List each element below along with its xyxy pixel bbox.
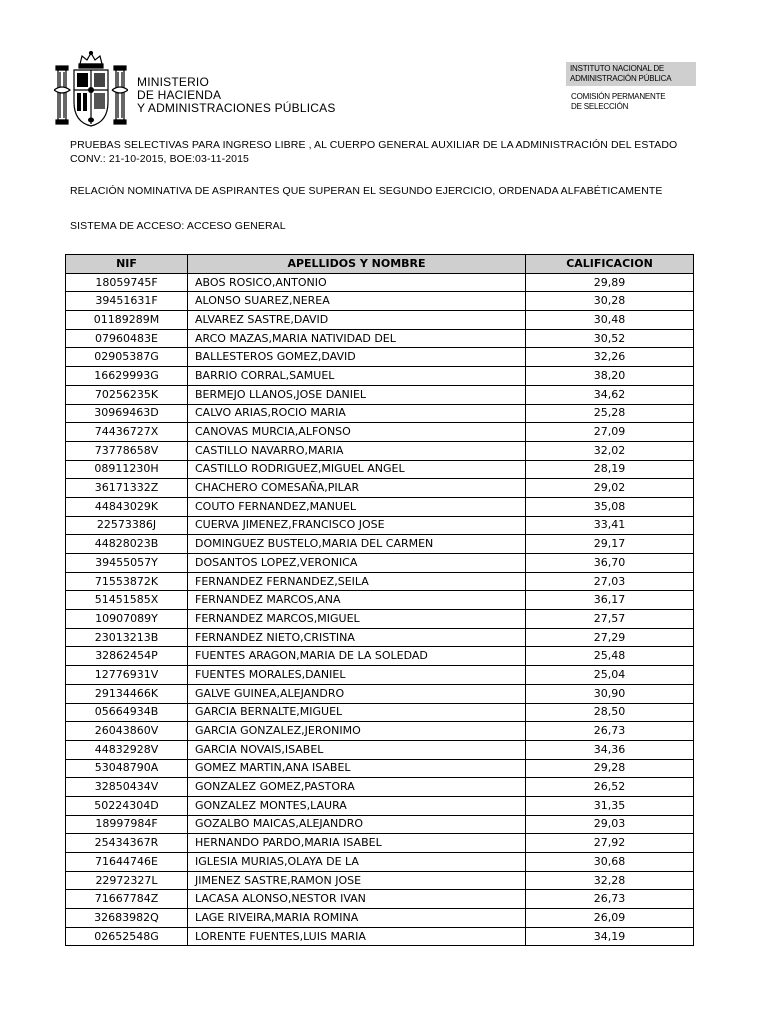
score-cell: 27,92	[526, 834, 694, 853]
table-row	[66, 853, 694, 872]
name-cell: GARCIA BERNALTE,MIGUEL	[188, 703, 526, 722]
score-cell: 26,73	[526, 890, 694, 909]
score-cell: 36,17	[526, 591, 694, 610]
nif-cell: 16629993G	[66, 367, 188, 386]
nif-cell: 05664934B	[66, 703, 188, 722]
nif-cell: 02905387G	[66, 348, 188, 367]
name-cell: CANOVAS MURCIA,ALFONSO	[188, 423, 526, 442]
name-cell: FUENTES ARAGON,MARIA DE LA SOLEDAD	[188, 647, 526, 666]
score-cell: 35,08	[526, 497, 694, 516]
table-header-row	[66, 255, 694, 274]
score-cell: 29,02	[526, 479, 694, 498]
name-cell: COUTO FERNANDEZ,MANUEL	[188, 497, 526, 516]
table-row	[66, 404, 694, 423]
relation-heading: RELACIÓN NOMINATIVA DE ASPIRANTES QUE SUPERAN EL SEGUNDO EJERCICIO, ORDENADA ALFABÉTICAMENTE	[70, 185, 663, 197]
nif-cell: 07960483E	[66, 329, 188, 348]
nif-cell: 26043860V	[66, 722, 188, 741]
score-cell: 32,26	[526, 348, 694, 367]
name-cell: FERNANDEZ MARCOS,ANA	[188, 591, 526, 610]
score-cell: 29,28	[526, 759, 694, 778]
name-cell: GARCIA GONZALEZ,JERONIMO	[188, 722, 526, 741]
name-cell: FUENTES MORALES,DANIEL	[188, 666, 526, 685]
score-cell: 34,62	[526, 385, 694, 404]
table-row	[66, 703, 694, 722]
nif-cell: 74436727X	[66, 423, 188, 442]
score-cell: 25,48	[526, 647, 694, 666]
table-row	[66, 684, 694, 703]
score-cell: 38,20	[526, 367, 694, 386]
table-row	[66, 834, 694, 853]
table-row	[66, 740, 694, 759]
table-row	[66, 423, 694, 442]
header-name: APELLIDOS Y NOMBRE	[188, 255, 526, 274]
nif-cell: 32683982Q	[66, 909, 188, 928]
name-cell: GALVE GUINEA,ALEJANDRO	[188, 684, 526, 703]
nif-cell: 18997984F	[66, 815, 188, 834]
ministry-line: MINISTERIO	[137, 75, 210, 89]
name-cell: LACASA ALONSO,NESTOR IVAN	[188, 890, 526, 909]
name-cell: ALONSO SUAREZ,NEREA	[188, 292, 526, 311]
score-cell: 36,70	[526, 554, 694, 573]
commission-line: COMISIÓN PERMANENTE	[571, 92, 666, 101]
table-row	[66, 796, 694, 815]
table-row	[66, 610, 694, 629]
nif-cell: 51451585X	[66, 591, 188, 610]
score-cell: 25,28	[526, 404, 694, 423]
name-cell: GOMEZ MARTIN,ANA ISABEL	[188, 759, 526, 778]
nif-cell: 73778658V	[66, 441, 188, 460]
nif-cell: 71644746E	[66, 853, 188, 872]
name-cell: GARCIA NOVAIS,ISABEL	[188, 740, 526, 759]
nif-cell: 30969463D	[66, 404, 188, 423]
name-cell: CALVO ARIAS,ROCIO MARIA	[188, 404, 526, 423]
nif-cell: 71667784Z	[66, 890, 188, 909]
table-row	[66, 815, 694, 834]
table-row	[66, 628, 694, 647]
name-cell: GONZALEZ MONTES,LAURA	[188, 796, 526, 815]
table-row	[66, 460, 694, 479]
table-row	[66, 367, 694, 386]
score-cell: 29,03	[526, 815, 694, 834]
name-cell: GOZALBO MAICAS,ALEJANDRO	[188, 815, 526, 834]
table-row	[66, 311, 694, 330]
score-cell: 27,03	[526, 572, 694, 591]
score-cell: 27,29	[526, 628, 694, 647]
score-cell: 30,68	[526, 853, 694, 872]
score-cell: 30,28	[526, 292, 694, 311]
nif-cell: 50224304D	[66, 796, 188, 815]
nif-cell: 23013213B	[66, 628, 188, 647]
name-cell: ABOS ROSICO,ANTONIO	[188, 273, 526, 292]
institute-line: INSTITUTO NACIONAL DE	[570, 64, 665, 73]
score-cell: 27,09	[526, 423, 694, 442]
table-row	[66, 292, 694, 311]
name-cell: HERNANDO PARDO,MARIA ISABEL	[188, 834, 526, 853]
name-cell: LORENTE FUENTES,LUIS MARIA	[188, 927, 526, 946]
header-score: CALIFICACION	[526, 255, 694, 274]
table-row	[66, 385, 694, 404]
name-cell: FERNANDEZ NIETO,CRISTINA	[188, 628, 526, 647]
nif-cell: 44828023B	[66, 535, 188, 554]
institute-label	[566, 62, 696, 86]
nif-cell: 53048790A	[66, 759, 188, 778]
candidates-table	[65, 254, 694, 946]
name-cell: JIMENEZ SASTRE,RAMON JOSE	[188, 871, 526, 890]
score-cell: 32,28	[526, 871, 694, 890]
table-row	[66, 497, 694, 516]
table-row	[66, 516, 694, 535]
table-row	[66, 647, 694, 666]
name-cell: ARCO MAZAS,MARIA NATIVIDAD DEL	[188, 329, 526, 348]
table-row	[66, 273, 694, 292]
name-cell: CHACHERO COMESAÑA,PILAR	[188, 479, 526, 498]
table-row	[66, 554, 694, 573]
nif-cell: 12776931V	[66, 666, 188, 685]
score-cell: 30,48	[526, 311, 694, 330]
name-cell: FERNANDEZ MARCOS,MIGUEL	[188, 610, 526, 629]
score-cell: 28,19	[526, 460, 694, 479]
score-cell: 34,19	[526, 927, 694, 946]
nif-cell: 18059745F	[66, 273, 188, 292]
score-cell: 29,17	[526, 535, 694, 554]
ministry-line: Y ADMINISTRACIONES PÚBLICAS	[137, 101, 336, 115]
table-row	[66, 348, 694, 367]
table-row	[66, 778, 694, 797]
score-cell: 27,57	[526, 610, 694, 629]
nif-cell: 25434367R	[66, 834, 188, 853]
score-cell: 30,52	[526, 329, 694, 348]
coat-of-arms-logo	[54, 50, 128, 130]
ministry-line: DE HACIENDA	[137, 88, 222, 102]
nif-cell: 32862454P	[66, 647, 188, 666]
score-cell: 28,50	[526, 703, 694, 722]
table-row	[66, 759, 694, 778]
name-cell: CUERVA JIMENEZ,FRANCISCO JOSE	[188, 516, 526, 535]
nif-cell: 44832928V	[66, 740, 188, 759]
table-row	[66, 871, 694, 890]
nif-cell: 44843029K	[66, 497, 188, 516]
name-cell: DOMINGUEZ BUSTELO,MARIA DEL CARMEN	[188, 535, 526, 554]
table-row	[66, 441, 694, 460]
table-row	[66, 890, 694, 909]
score-cell: 26,52	[526, 778, 694, 797]
name-cell: ALVAREZ SASTRE,DAVID	[188, 311, 526, 330]
table-row	[66, 535, 694, 554]
nif-cell: 71553872K	[66, 572, 188, 591]
table-row	[66, 722, 694, 741]
table-row	[66, 572, 694, 591]
table-row	[66, 927, 694, 946]
commission-line: DE SELECCIÓN	[571, 102, 629, 111]
nif-cell: 08911230H	[66, 460, 188, 479]
score-cell: 26,73	[526, 722, 694, 741]
score-cell: 29,89	[526, 273, 694, 292]
nif-cell: 39451631F	[66, 292, 188, 311]
name-cell: BARRIO CORRAL,SAMUEL	[188, 367, 526, 386]
score-cell: 25,04	[526, 666, 694, 685]
nif-cell: 02652548G	[66, 927, 188, 946]
name-cell: LAGE RIVEIRA,MARIA ROMINA	[188, 909, 526, 928]
header-nif: NIF	[66, 255, 188, 274]
table-row	[66, 909, 694, 928]
name-cell: IGLESIA MURIAS,OLAYA DE LA	[188, 853, 526, 872]
nif-cell: 10907089Y	[66, 610, 188, 629]
document-title-line-2: CONV.: 21-10-2015, BOE:03-11-2015	[70, 153, 249, 165]
name-cell: GONZALEZ GOMEZ,PASTORA	[188, 778, 526, 797]
table-row	[66, 479, 694, 498]
nif-cell: 32850434V	[66, 778, 188, 797]
name-cell: CASTILLO NAVARRO,MARIA	[188, 441, 526, 460]
nif-cell: 39455057Y	[66, 554, 188, 573]
score-cell: 30,90	[526, 684, 694, 703]
nif-cell: 29134466K	[66, 684, 188, 703]
nif-cell: 22972327L	[66, 871, 188, 890]
score-cell: 26,09	[526, 909, 694, 928]
table-row	[66, 666, 694, 685]
nif-cell: 70256235K	[66, 385, 188, 404]
document-title-line-1: PRUEBAS SELECTIVAS PARA INGRESO LIBRE , AL CUERPO GENERAL AUXILIAR DE LA ADMINISTRACIÓN DEL ESTADO	[70, 139, 678, 151]
ministry-name	[137, 76, 336, 115]
nif-cell: 22573386J	[66, 516, 188, 535]
commission-label	[571, 92, 665, 112]
nif-cell: 01189289M	[66, 311, 188, 330]
score-cell: 34,36	[526, 740, 694, 759]
score-cell: 31,35	[526, 796, 694, 815]
table-row	[66, 591, 694, 610]
table-row	[66, 329, 694, 348]
name-cell: FERNANDEZ FERNANDEZ,SEILA	[188, 572, 526, 591]
institute-line: ADMINISTRACIÓN PÚBLICA	[570, 74, 672, 83]
name-cell: DOSANTOS LOPEZ,VERONICA	[188, 554, 526, 573]
score-cell: 33,41	[526, 516, 694, 535]
name-cell: BERMEJO LLANOS,JOSE DANIEL	[188, 385, 526, 404]
nif-cell: 36171332Z	[66, 479, 188, 498]
name-cell: CASTILLO RODRIGUEZ,MIGUEL ANGEL	[188, 460, 526, 479]
name-cell: BALLESTEROS GOMEZ,DAVID	[188, 348, 526, 367]
score-cell: 32,02	[526, 441, 694, 460]
access-system: SISTEMA DE ACCESO: ACCESO GENERAL	[70, 220, 286, 232]
